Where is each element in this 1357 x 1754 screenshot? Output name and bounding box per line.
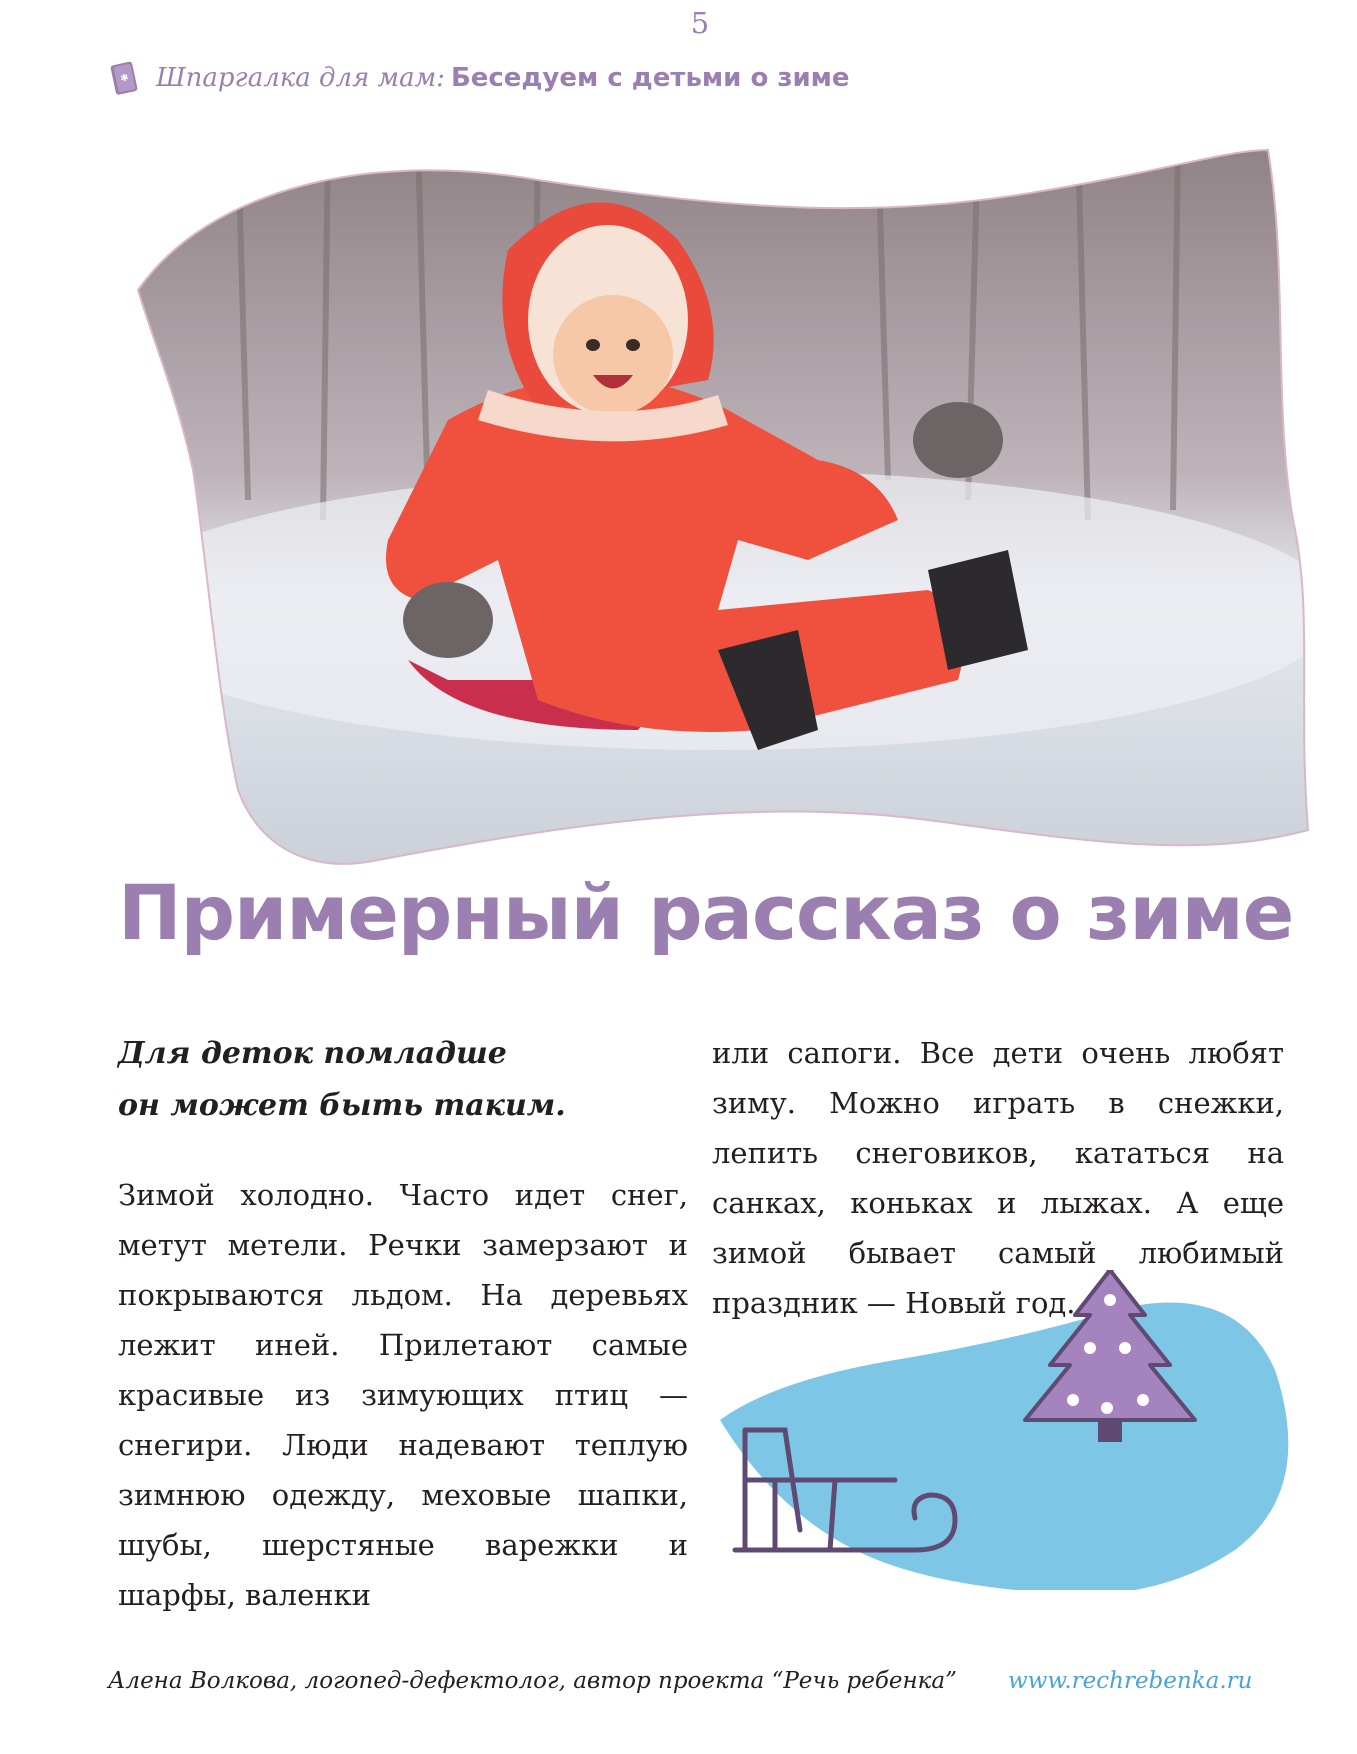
left-paragraph: Зимой холодно. Часто идет снег, метут метели. Речки замерзают и покрываются льдом. На деревьях лежит иней. Прилетают самые красивые из зимующих птиц — снегири. Люди надевают теплую зимнюю одежду, меховые шапки, шубы, шерстяные варежки и шарфы, валенки bbox=[118, 1178, 688, 1612]
subtitle-line-2: он может быть таким. bbox=[118, 1088, 566, 1123]
winter-decoration bbox=[715, 1270, 1295, 1590]
page-number: 5 bbox=[690, 6, 710, 40]
child-on-sled-photo bbox=[118, 140, 1318, 880]
svg-text:✱: ✱ bbox=[119, 72, 130, 85]
subtitle-line-1: Для деток помладше bbox=[118, 1036, 507, 1071]
article-subtitle bbox=[118, 1028, 688, 1132]
footer-url-link[interactable]: www.rechrebenka.ru bbox=[1008, 1668, 1253, 1694]
book-icon bbox=[108, 59, 142, 97]
left-column bbox=[118, 1028, 688, 1620]
article-title: Примерный рассказ о зиме bbox=[118, 868, 1294, 957]
page-header bbox=[108, 55, 850, 101]
footer-author: Алена Волкова, логопед-дефектолог, автор проекта “Речь ребенка” bbox=[108, 1668, 957, 1694]
right-paragraph: или сапоги. Все дети очень любят зиму. Можно играть в снежки, лепить снеговиков, кататься на санках, коньках и лыжах. А еще зимой бывает самый любимый праздник — Новый год. bbox=[712, 1036, 1284, 1320]
header-title: Беседуем с детьми о зиме bbox=[450, 63, 850, 93]
blue-blob-shape bbox=[720, 1303, 1288, 1591]
header-series: Шпаргалка для мам: bbox=[156, 63, 445, 93]
